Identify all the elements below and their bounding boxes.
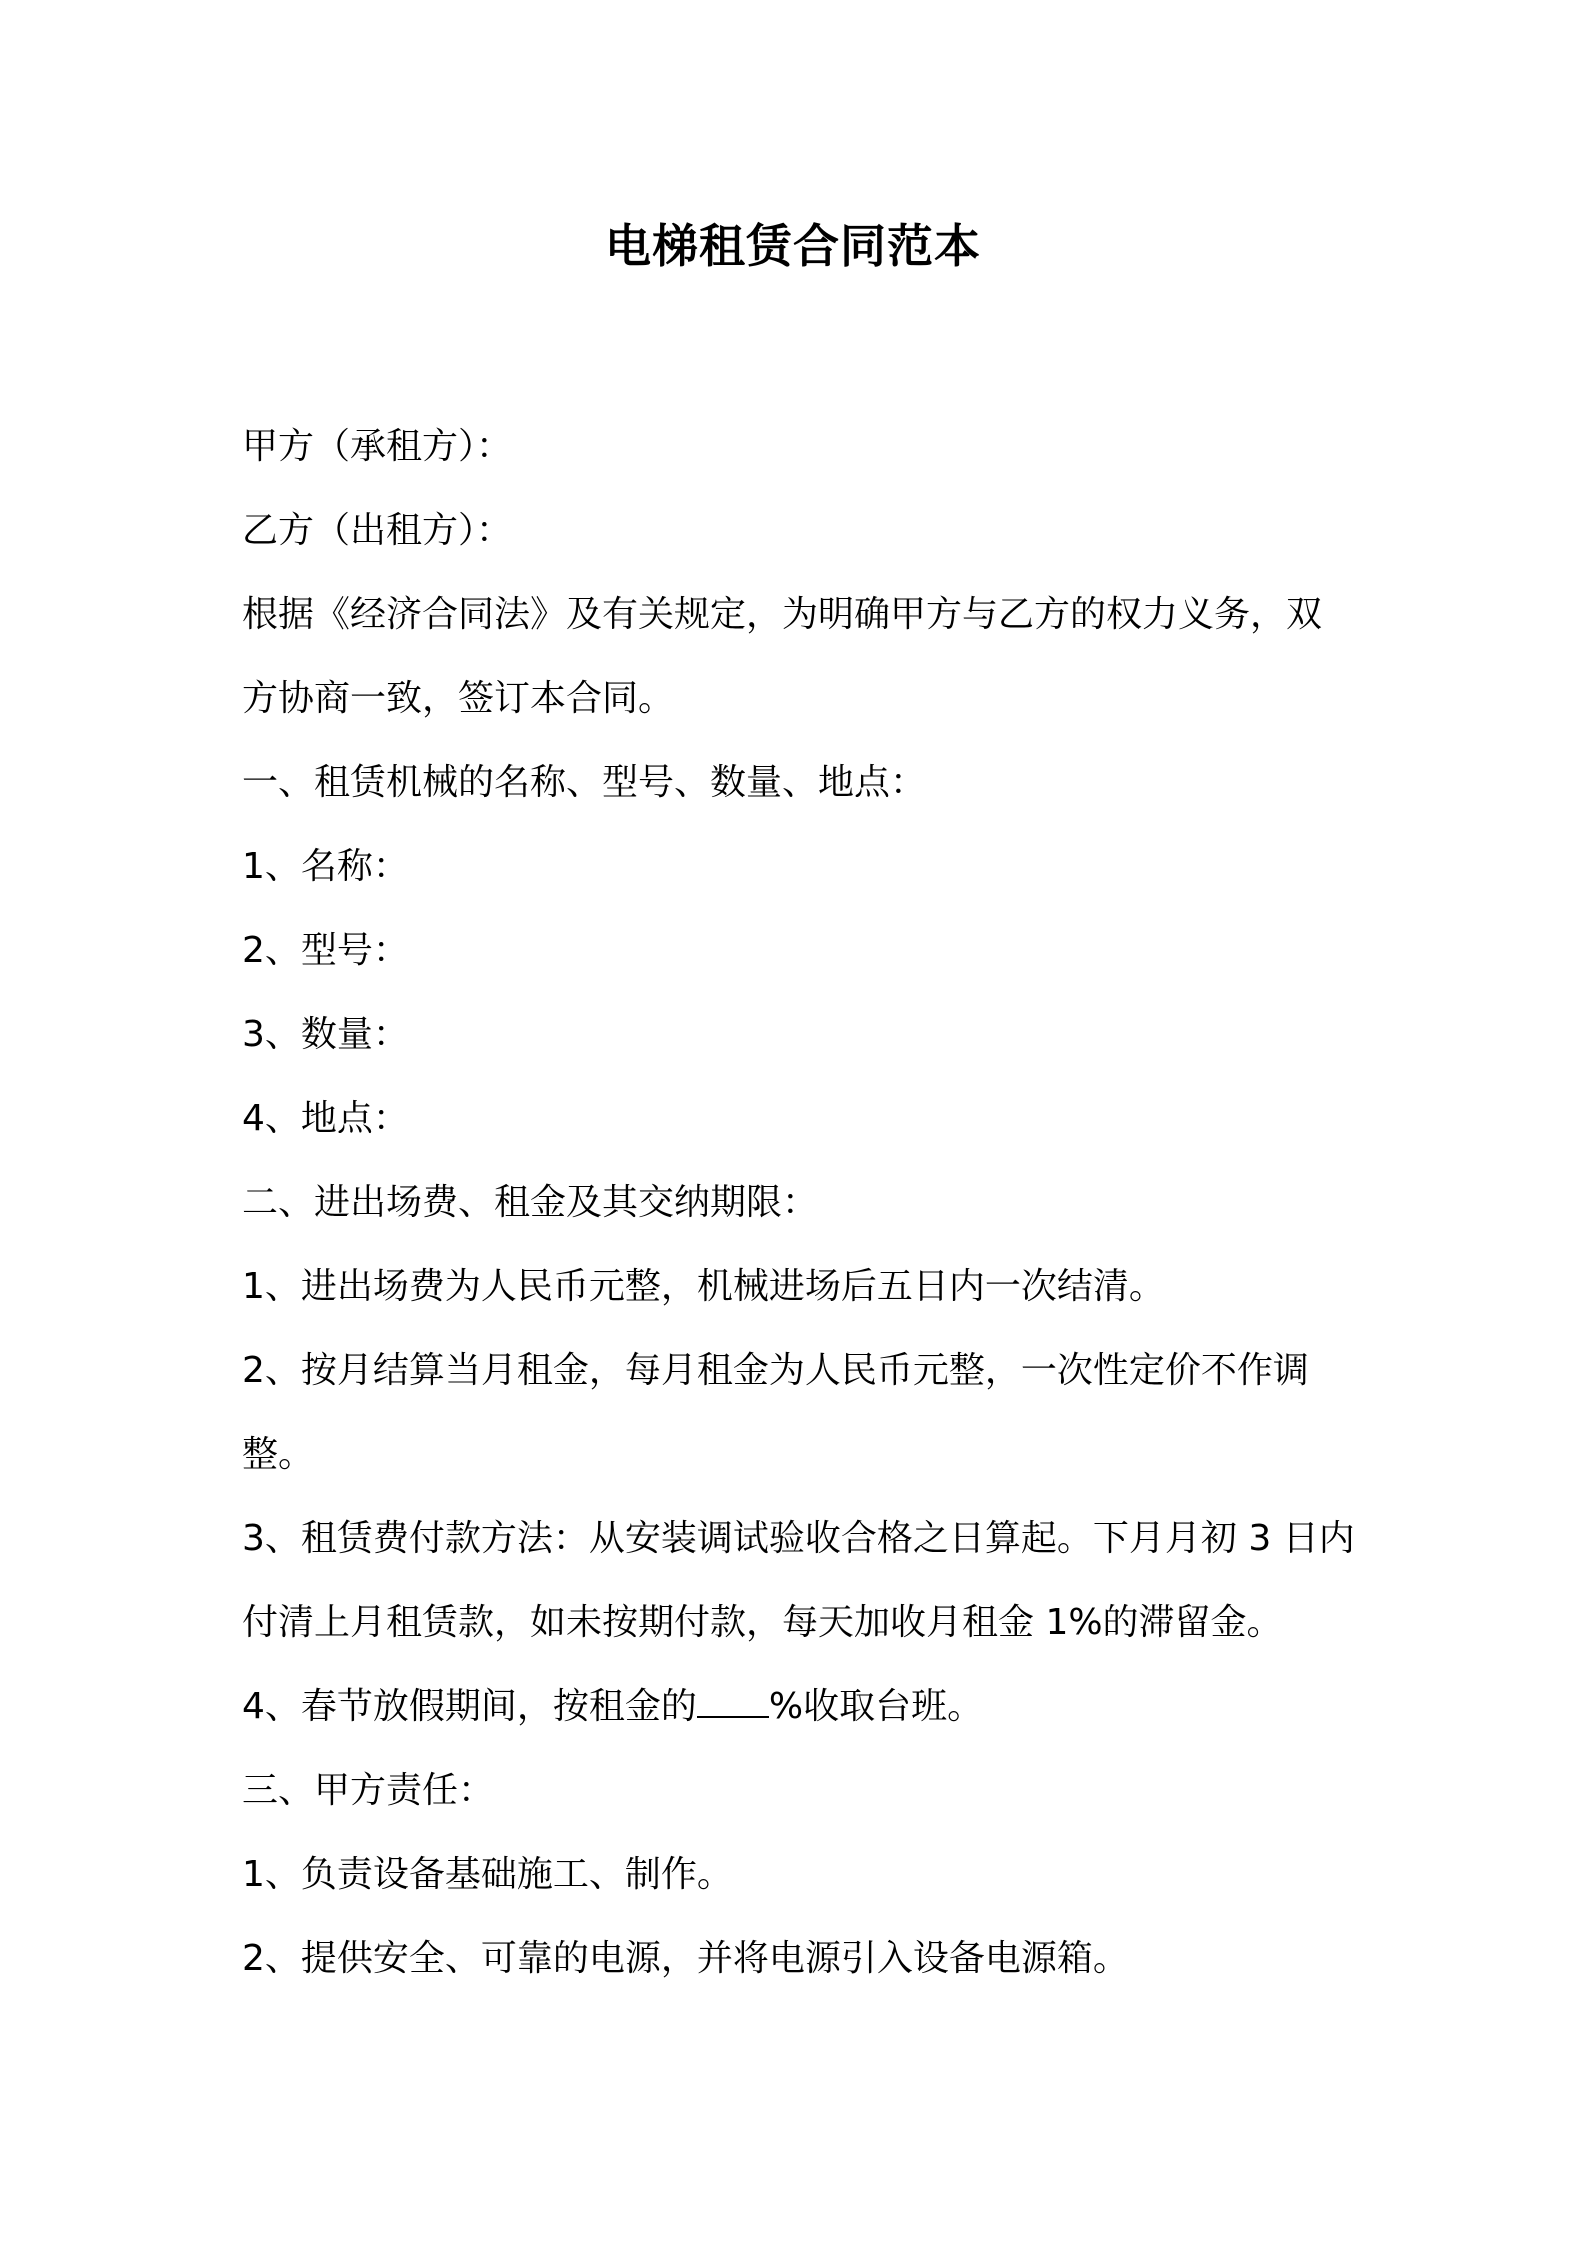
section1-item-location: 4、地点： [242,1098,409,1139]
section2-item4 [242,1665,1357,1749]
section2-item4-after: %收取台班。 [768,1686,984,1727]
section2-item1: 1、进出场费为人民币元整，机械进场后五日内一次结清。 [242,1266,1165,1307]
fill-in-blank [697,1686,769,1718]
intro-paragraph: 根据《经济合同法》及有关规定，为明确甲方与乙方的权力义务，双方协商一致，签订本合同。 [242,594,1323,719]
section3-item2: 2、提供安全、可靠的电源，并将电源引入设备电源箱。 [242,1938,1129,1979]
party-a-line: 甲方（承租方）： [242,426,513,467]
section2-item3: 3、租赁费付款方法：从安装调试验收合格之日算起。下月月初 3 日内付清上月租赁款，如未按期付款，每天加收月租金 1%的滞留金。 [242,1518,1355,1643]
section1-item-quantity: 3、数量： [242,1014,409,1055]
section2-item4-before: 4、春节放假期间，按租金的 [242,1686,697,1727]
section1-heading: 一、租赁机械的名称、型号、数量、地点： [242,762,927,803]
party-b-line: 乙方（出租方）： [242,510,513,551]
section2-heading: 二、进出场费、租金及其交纳期限： [242,1182,819,1223]
section3-heading: 三、甲方责任： [242,1770,495,1811]
section3-item1: 1、负责设备基础施工、制作。 [242,1854,733,1895]
section2-item2: 2、按月结算当月租金，每月租金为人民币元整，一次性定价不作调整。 [242,1350,1309,1475]
document-body [242,405,1357,2001]
section1-item-model: 2、型号： [242,930,409,971]
document-title: 电梯租赁合同范本 [605,219,981,273]
section1-item-name: 1、名称： [242,846,409,887]
